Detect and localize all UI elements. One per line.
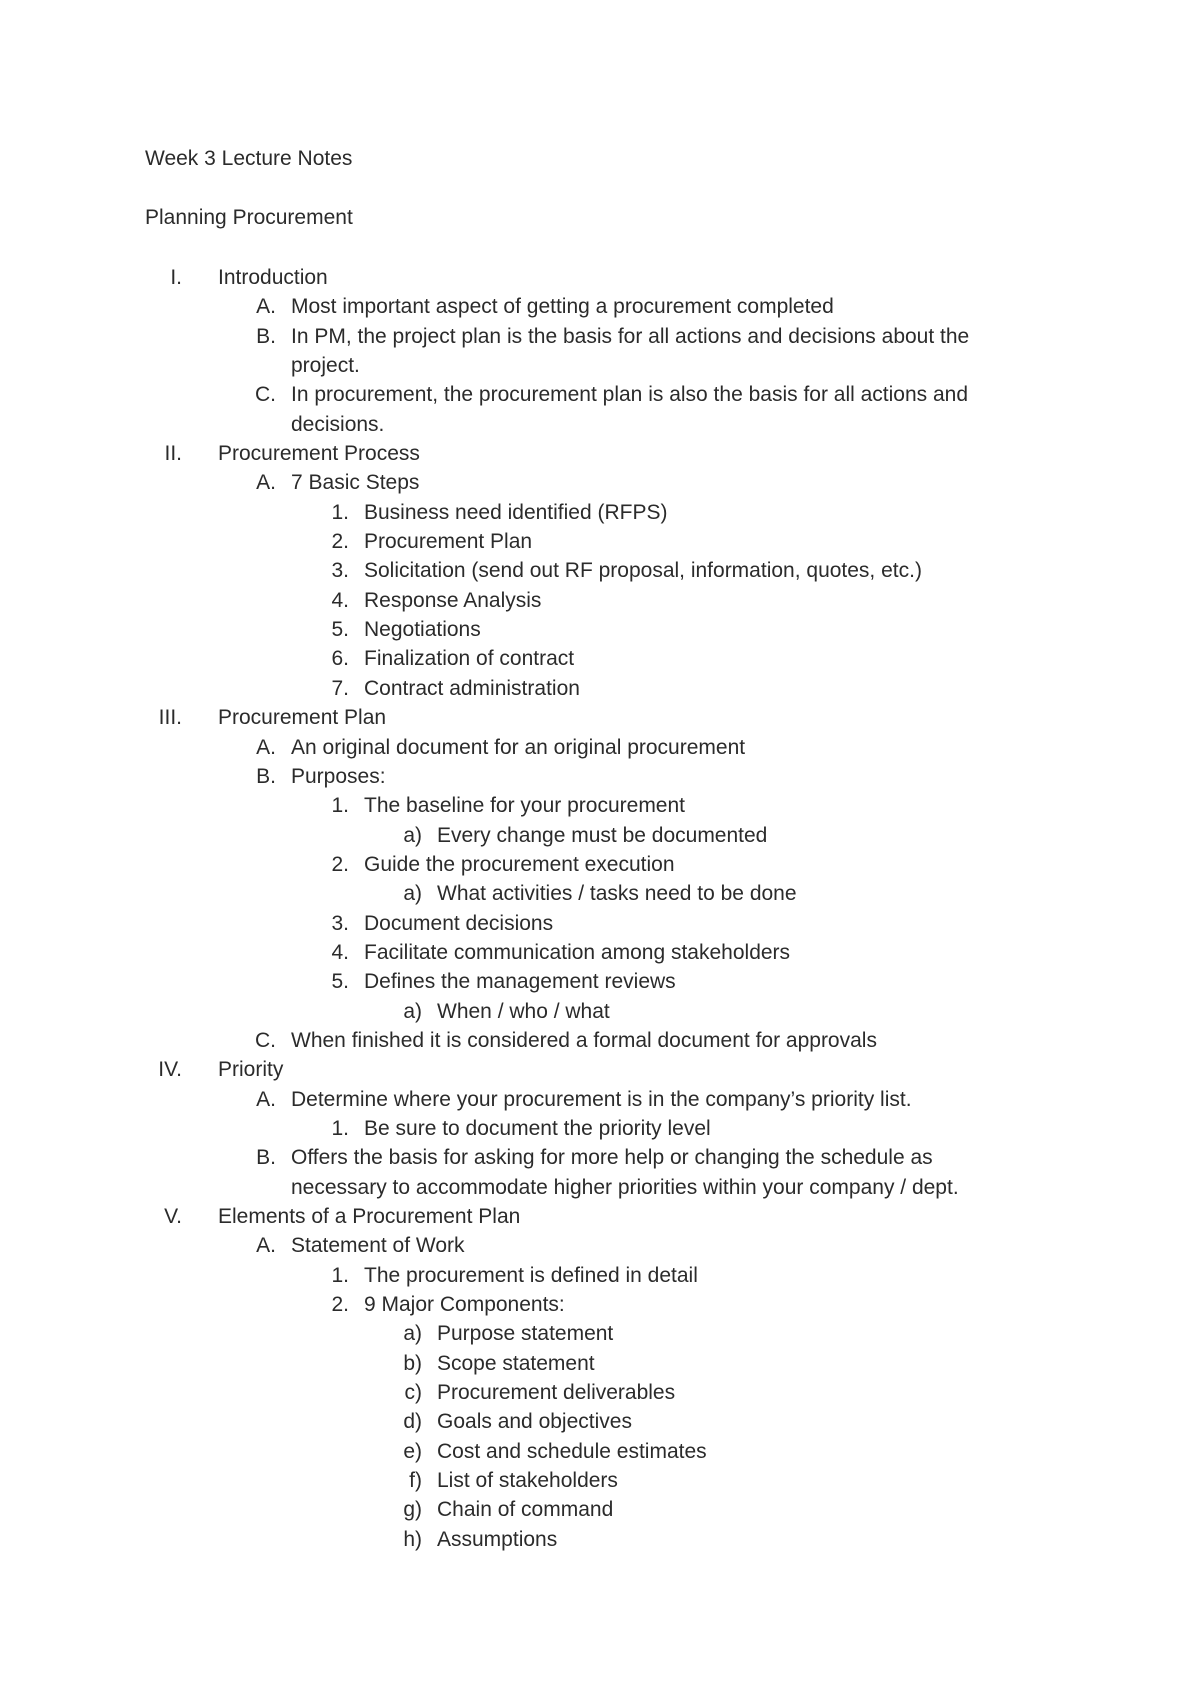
outline-item-level-2: [0, 1085, 1200, 1114]
outline-marker: C.: [255, 1028, 276, 1052]
outline-text: Cost and schedule estimates: [437, 1439, 707, 1463]
outline-item-level-3: [0, 938, 1200, 967]
outline-marker: A.: [256, 1087, 276, 1111]
outline-item-level-3: [0, 527, 1200, 556]
outline-text: Response Analysis: [364, 588, 542, 612]
outline-marker: 1.: [331, 794, 349, 818]
outline-marker: A.: [256, 735, 276, 759]
outline-list: [0, 263, 1200, 1554]
outline-item-level-2: [0, 292, 1200, 321]
outline-text: Guide the procurement execution: [364, 852, 675, 876]
outline-item-level-3: [0, 498, 1200, 527]
outline-item-level-4: [0, 1349, 1200, 1378]
outline-text: Scope statement: [437, 1351, 595, 1375]
outline-item-level-1: [0, 439, 1200, 468]
outline-text: An original document for an original procurement: [291, 735, 746, 759]
outline-text: Priority: [218, 1058, 284, 1082]
outline-text: Determine where your procurement is in the company’s priority list.: [291, 1087, 912, 1111]
outline-text: Solicitation (send out RF proposal, information, quotes, etc.): [364, 559, 922, 583]
outline-marker: A.: [256, 471, 276, 495]
outline-marker: a): [403, 882, 422, 906]
outline-text: In procurement, the procurement plan is also the basis for all actions and: [291, 383, 969, 407]
outline-item-level-3: [0, 615, 1200, 644]
outline-text: necessary to accommodate higher priorities within your company / dept.: [291, 1175, 959, 1199]
outline-marker: a): [403, 999, 422, 1023]
outline-item-level-2: [0, 1026, 1200, 1055]
outline-marker: 2.: [331, 530, 349, 554]
outline-marker: b): [403, 1351, 422, 1375]
outline-text: The procurement is defined in detail: [364, 1263, 698, 1287]
outline-item-level-2: [0, 762, 1200, 791]
outline-item-level-3: [0, 967, 1200, 996]
outline-marker: 6.: [331, 647, 349, 671]
outline-marker: B.: [256, 1146, 276, 1170]
outline-marker: 7.: [331, 676, 349, 700]
outline-item-level-4: [0, 1407, 1200, 1436]
outline-text: 9 Major Components:: [364, 1293, 565, 1317]
outline-text: Finalization of contract: [364, 647, 575, 671]
outline-marker: a): [403, 823, 422, 847]
document-subtitle: Planning Procurement: [145, 206, 353, 229]
outline-marker: 2.: [331, 852, 349, 876]
outline-item-level-3: [0, 850, 1200, 879]
outline-item-level-3: [0, 674, 1200, 703]
outline-item-level-3: [0, 791, 1200, 820]
outline-text: Purpose statement: [437, 1322, 614, 1346]
outline-marker: II.: [164, 442, 182, 466]
outline-marker: A.: [256, 1234, 276, 1258]
outline-text: Procurement Plan: [364, 530, 533, 554]
outline-marker: 5.: [331, 970, 349, 994]
outline-item-level-1: [0, 1055, 1200, 1084]
outline-item-level-3: [0, 644, 1200, 673]
outline-text: Statement of Work: [291, 1234, 465, 1258]
outline-marker: 5.: [331, 618, 349, 642]
outline-text: Assumptions: [437, 1527, 558, 1551]
outline-marker: B.: [256, 324, 276, 348]
outline-marker: IV.: [158, 1058, 182, 1082]
outline-item-level-3: [0, 1290, 1200, 1319]
outline-item-level-3: [0, 586, 1200, 615]
outline-text: In PM, the project plan is the basis for all actions and decisions about the: [291, 324, 970, 348]
outline-item-level-1: [0, 263, 1200, 292]
outline-text: Procurement Process: [218, 442, 420, 466]
outline-marker: d): [403, 1410, 422, 1434]
outline-text: decisions.: [291, 412, 385, 436]
outline-text: Be sure to document the priority level: [364, 1116, 711, 1140]
outline-marker: 4.: [331, 588, 349, 612]
outline-marker: 1.: [331, 1116, 349, 1140]
outline-marker: C.: [255, 383, 276, 407]
outline-item-level-3: [0, 1261, 1200, 1290]
outline-text: Purposes:: [291, 764, 386, 788]
outline-item-level-4: [0, 997, 1200, 1026]
outline-marker: e): [403, 1439, 422, 1463]
outline-item-level-1: [0, 703, 1200, 732]
outline-item-level-2: [0, 322, 1200, 351]
outline-text: Every change must be documented: [437, 823, 768, 847]
outline-text: Business need identified (RFPS): [364, 500, 668, 524]
outline-text: 7 Basic Steps: [291, 471, 420, 495]
outline-text: Elements of a Procurement Plan: [218, 1205, 521, 1228]
outline-marker: A.: [256, 295, 276, 319]
outline-item-level-2: [0, 1143, 1200, 1172]
outline-item-level-4: [0, 1466, 1200, 1495]
outline-item-level-2: [0, 733, 1200, 762]
outline-marker: h): [403, 1527, 422, 1551]
outline-text: What activities / tasks need to be done: [437, 882, 797, 906]
outline-item-level-2: [0, 1231, 1200, 1260]
outline-item-level-2: [0, 468, 1200, 497]
outline-text: Facilitate communication among stakeholders: [364, 940, 791, 964]
outline-marker: f): [409, 1469, 422, 1493]
outline-item-level-2: [0, 380, 1200, 409]
outline-text: Contract administration: [364, 676, 580, 700]
outline-item-level-4: [0, 1525, 1200, 1554]
outline-item-continuation: [0, 351, 1200, 380]
outline-marker: V.: [164, 1205, 182, 1228]
outline-text: project.: [291, 354, 360, 378]
outline-text: Goals and objectives: [437, 1410, 632, 1434]
outline-text: When / who / what: [437, 999, 610, 1023]
outline-marker: III.: [158, 706, 182, 730]
outline-text: Procurement Plan: [218, 706, 387, 730]
outline-item-level-1: [0, 1202, 1200, 1231]
outline-item-level-3: [0, 556, 1200, 585]
outline-item-level-4: [0, 1319, 1200, 1348]
outline-marker: a): [403, 1322, 422, 1346]
outline-item-level-3: [0, 1114, 1200, 1143]
outline-item-continuation: [0, 410, 1200, 439]
outline-item-level-3: [0, 909, 1200, 938]
outline-marker: 3.: [331, 559, 349, 583]
outline-item-level-4: [0, 1378, 1200, 1407]
outline-marker: 1.: [331, 500, 349, 524]
outline-text: Most important aspect of getting a procurement completed: [291, 295, 834, 319]
document-title: Week 3 Lecture Notes: [145, 147, 353, 170]
outline-item-continuation: [0, 1173, 1200, 1202]
outline-item-level-4: [0, 879, 1200, 908]
outline-text: Negotiations: [364, 618, 481, 642]
outline-text: Document decisions: [364, 911, 554, 935]
outline-text: Introduction: [218, 266, 328, 289]
outline-marker: 1.: [331, 1263, 349, 1287]
outline-marker: g): [403, 1498, 422, 1522]
outline-text: Offers the basis for asking for more help or changing the schedule as: [291, 1146, 933, 1170]
outline-text: Defines the management reviews: [364, 970, 676, 994]
outline-item-level-4: [0, 821, 1200, 850]
outline-item-level-4: [0, 1495, 1200, 1524]
outline-text: Procurement deliverables: [437, 1381, 676, 1405]
outline-text: The baseline for your procurement: [364, 794, 685, 818]
outline-text: When finished it is considered a formal document for approvals: [291, 1028, 877, 1052]
outline-marker: 3.: [331, 911, 349, 935]
outline-marker: I.: [170, 266, 182, 289]
outline-marker: 2.: [331, 1293, 349, 1317]
outline-marker: 4.: [331, 940, 349, 964]
outline-text: List of stakeholders: [437, 1469, 618, 1493]
outline-text: Chain of command: [437, 1498, 614, 1522]
outline-marker: c): [404, 1381, 422, 1405]
outline-marker: B.: [256, 764, 276, 788]
outline-item-level-4: [0, 1437, 1200, 1466]
